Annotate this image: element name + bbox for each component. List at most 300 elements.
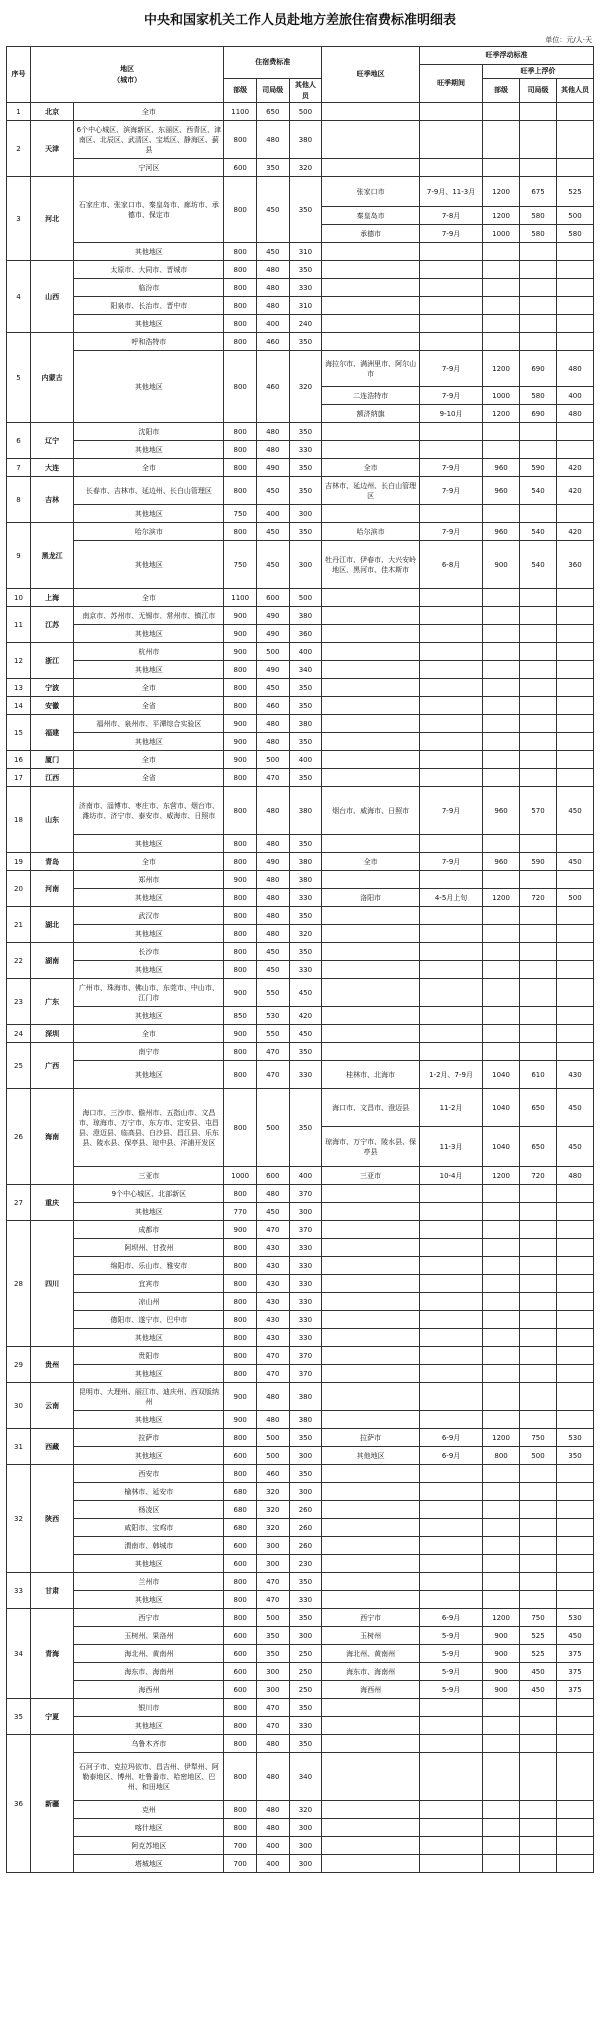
row-peak-empty <box>483 643 520 661</box>
row-peak-bureau-rate: 580 <box>520 207 557 225</box>
row-peak-empty <box>520 1185 557 1203</box>
row-dept-rate: 800 <box>224 661 257 679</box>
table-row <box>7 177 594 207</box>
row-dept-rate: 800 <box>224 1609 257 1627</box>
row-peak-empty <box>420 441 483 459</box>
row-other-rate: 350 <box>289 423 322 441</box>
row-peak-empty <box>322 607 420 625</box>
row-peak-empty <box>322 1007 420 1025</box>
row-bureau-rate: 300 <box>256 1555 289 1573</box>
row-other-rate: 350 <box>289 1609 322 1627</box>
row-dept-rate: 800 <box>224 697 257 715</box>
row-other-rate: 320 <box>289 159 322 177</box>
row-other-rate: 310 <box>289 297 322 315</box>
row-other-rate: 330 <box>289 279 322 297</box>
row-peak-period: 6-9月 <box>420 1609 483 1627</box>
row-peak-empty <box>556 835 593 853</box>
row-peak-empty <box>322 243 420 261</box>
row-area: 广州市、珠海市、佛山市、东莞市、中山市、江门市 <box>74 979 224 1007</box>
row-peak-empty <box>520 733 557 751</box>
row-area: 其他地区 <box>74 505 224 523</box>
row-other-rate: 350 <box>289 261 322 279</box>
table-row <box>7 505 594 523</box>
row-area: 塔城地区 <box>74 1855 224 1873</box>
row-bureau-rate: 480 <box>256 121 289 159</box>
row-peak-empty <box>556 1753 593 1801</box>
row-peak-bureau-rate: 720 <box>520 889 557 907</box>
row-peak-other-rate: 525 <box>556 177 593 207</box>
row-peak-empty <box>483 423 520 441</box>
row-seq: 26 <box>7 1089 31 1185</box>
row-peak-period: 5-9月 <box>420 1645 483 1663</box>
row-area: 长春市、吉林市、延边州、长白山管理区 <box>74 477 224 505</box>
table-row <box>7 1735 594 1753</box>
table-row <box>7 1257 594 1275</box>
row-area: 海北州、黄南州 <box>74 1645 224 1663</box>
row-peak-empty <box>520 423 557 441</box>
table-row <box>7 871 594 889</box>
row-seq: 15 <box>7 715 31 751</box>
row-peak-dept-rate: 1040 <box>483 1089 520 1127</box>
row-area: 其他地区 <box>74 1329 224 1347</box>
row-other-rate: 340 <box>289 661 322 679</box>
row-area: 海西州 <box>74 1681 224 1699</box>
row-peak-region: 张家口市 <box>322 177 420 207</box>
row-peak-empty <box>556 297 593 315</box>
row-peak-empty <box>520 607 557 625</box>
row-peak-empty <box>520 1329 557 1347</box>
row-peak-empty <box>322 1483 420 1501</box>
row-peak-bureau-rate: 540 <box>520 541 557 589</box>
row-seq: 13 <box>7 679 31 697</box>
row-area: 福州市、泉州市、平潭综合实验区 <box>74 715 224 733</box>
header-peak-bureau: 司局级 <box>520 79 557 103</box>
row-other-rate: 330 <box>289 1329 322 1347</box>
row-other-rate: 300 <box>289 1447 322 1465</box>
row-peak-region: 额济纳旗 <box>322 405 420 423</box>
row-peak-empty <box>420 943 483 961</box>
table-row <box>7 1329 594 1347</box>
row-peak-empty <box>420 1007 483 1025</box>
row-peak-other-rate: 450 <box>556 787 593 835</box>
row-peak-empty <box>420 1855 483 1873</box>
row-peak-empty <box>520 1025 557 1043</box>
row-peak-other-rate: 480 <box>556 351 593 387</box>
row-peak-dept-rate: 1200 <box>483 1167 520 1185</box>
row-dept-rate: 600 <box>224 159 257 177</box>
row-peak-empty <box>520 315 557 333</box>
table-row <box>7 159 594 177</box>
row-area: 阿坝州、甘孜州 <box>74 1239 224 1257</box>
row-peak-dept-rate: 960 <box>483 853 520 871</box>
row-peak-empty <box>322 1043 420 1061</box>
table-row <box>7 1411 594 1429</box>
row-province: 江苏 <box>30 607 73 643</box>
table-row <box>7 103 594 121</box>
row-peak-dept-rate: 1040 <box>483 1127 520 1167</box>
table-row <box>7 1447 594 1465</box>
table-row <box>7 441 594 459</box>
row-peak-empty <box>520 769 557 787</box>
row-peak-empty <box>556 1043 593 1061</box>
row-peak-empty <box>520 441 557 459</box>
table-row <box>7 1383 594 1411</box>
row-area: 贵阳市 <box>74 1347 224 1365</box>
row-peak-empty <box>420 159 483 177</box>
row-other-rate: 350 <box>289 1429 322 1447</box>
row-peak-period: 7-9月 <box>420 523 483 541</box>
row-area: 其他地区 <box>74 835 224 853</box>
table-row <box>7 121 594 159</box>
row-area: 长沙市 <box>74 943 224 961</box>
row-peak-other-rate: 530 <box>556 1609 593 1627</box>
row-peak-other-rate: 450 <box>556 1127 593 1167</box>
row-dept-rate: 900 <box>224 979 257 1007</box>
row-bureau-rate: 500 <box>256 1429 289 1447</box>
table-row <box>7 1043 594 1061</box>
row-peak-other-rate: 500 <box>556 889 593 907</box>
row-dept-rate: 600 <box>224 1537 257 1555</box>
table-row <box>7 261 594 279</box>
row-seq: 28 <box>7 1221 31 1347</box>
row-peak-empty <box>520 1411 557 1429</box>
row-peak-empty <box>420 1311 483 1329</box>
row-dept-rate: 800 <box>224 961 257 979</box>
row-peak-empty <box>520 279 557 297</box>
row-bureau-rate: 480 <box>256 835 289 853</box>
row-other-rate: 350 <box>289 943 322 961</box>
table-row <box>7 1681 594 1699</box>
row-peak-empty <box>420 715 483 733</box>
row-peak-empty <box>556 1519 593 1537</box>
row-area: 呼和浩特市 <box>74 333 224 351</box>
row-bureau-rate: 400 <box>256 1837 289 1855</box>
row-dept-rate: 800 <box>224 1699 257 1717</box>
table-row <box>7 925 594 943</box>
row-other-rate: 330 <box>289 1061 322 1089</box>
row-dept-rate: 900 <box>224 733 257 751</box>
row-peak-period: 7-9月 <box>420 351 483 387</box>
row-peak-empty <box>483 1837 520 1855</box>
row-dept-rate: 900 <box>224 607 257 625</box>
row-peak-empty <box>556 907 593 925</box>
row-bureau-rate: 450 <box>256 541 289 589</box>
row-area: 其他地区 <box>74 1061 224 1089</box>
row-other-rate: 350 <box>289 477 322 505</box>
row-dept-rate: 800 <box>224 459 257 477</box>
row-peak-empty <box>322 979 420 1007</box>
table-row <box>7 1555 594 1573</box>
row-peak-period: 7-9月 <box>420 853 483 871</box>
row-peak-region: 全市 <box>322 853 420 871</box>
row-bureau-rate: 480 <box>256 1735 289 1753</box>
row-area: 宜宾市 <box>74 1275 224 1293</box>
row-peak-empty <box>556 925 593 943</box>
row-peak-empty <box>483 907 520 925</box>
row-peak-empty <box>556 1555 593 1573</box>
row-peak-empty <box>520 1717 557 1735</box>
row-peak-other-rate: 420 <box>556 459 593 477</box>
row-other-rate: 380 <box>289 121 322 159</box>
row-peak-period: 5-9月 <box>420 1681 483 1699</box>
header-dept: 部级 <box>224 79 257 103</box>
row-peak-empty <box>483 1311 520 1329</box>
row-bureau-rate: 500 <box>256 1089 289 1167</box>
row-peak-empty <box>556 243 593 261</box>
row-peak-empty <box>483 1537 520 1555</box>
row-area: 哈尔滨市 <box>74 523 224 541</box>
row-bureau-rate: 500 <box>256 1609 289 1627</box>
row-peak-bureau-rate: 500 <box>520 1447 557 1465</box>
row-peak-empty <box>420 925 483 943</box>
row-dept-rate: 900 <box>224 643 257 661</box>
row-province: 甘肃 <box>30 1573 73 1609</box>
row-dept-rate: 600 <box>224 1627 257 1645</box>
row-bureau-rate: 480 <box>256 1801 289 1819</box>
table-row <box>7 1801 594 1819</box>
row-province: 西藏 <box>30 1429 73 1465</box>
row-peak-empty <box>483 1275 520 1293</box>
row-other-rate: 310 <box>289 243 322 261</box>
row-peak-empty <box>420 679 483 697</box>
row-dept-rate: 900 <box>224 871 257 889</box>
row-other-rate: 260 <box>289 1501 322 1519</box>
row-peak-period: 1-2月、7-9月 <box>420 1061 483 1089</box>
row-seq: 33 <box>7 1573 31 1609</box>
row-peak-dept-rate: 1200 <box>483 177 520 207</box>
row-area: 武汉市 <box>74 907 224 925</box>
row-dept-rate: 900 <box>224 625 257 643</box>
row-peak-empty <box>520 1483 557 1501</box>
row-peak-empty <box>322 279 420 297</box>
row-peak-region: 三亚市 <box>322 1167 420 1185</box>
row-peak-empty <box>483 1293 520 1311</box>
row-bureau-rate: 480 <box>256 1185 289 1203</box>
row-dept-rate: 800 <box>224 1819 257 1837</box>
row-bureau-rate: 480 <box>256 1819 289 1837</box>
row-peak-other-rate: 375 <box>556 1681 593 1699</box>
row-dept-rate: 800 <box>224 1043 257 1061</box>
row-peak-dept-rate: 1040 <box>483 1061 520 1089</box>
row-peak-empty <box>322 1537 420 1555</box>
row-bureau-rate: 480 <box>256 889 289 907</box>
table-row <box>7 333 594 351</box>
row-other-rate: 300 <box>289 541 322 589</box>
row-peak-empty <box>556 751 593 769</box>
row-bureau-rate: 480 <box>256 925 289 943</box>
row-province: 天津 <box>30 121 73 177</box>
row-other-rate: 450 <box>289 979 322 1007</box>
row-peak-empty <box>520 1537 557 1555</box>
row-peak-empty <box>520 1753 557 1801</box>
row-bureau-rate: 480 <box>256 279 289 297</box>
row-peak-region: 海口市、文昌市、澄迈县 <box>322 1089 420 1127</box>
row-peak-empty <box>322 733 420 751</box>
row-peak-empty <box>483 1483 520 1501</box>
row-peak-bureau-rate: 650 <box>520 1089 557 1127</box>
row-peak-empty <box>483 159 520 177</box>
row-province: 陕西 <box>30 1465 73 1573</box>
row-peak-empty <box>420 907 483 925</box>
row-peak-empty <box>322 1837 420 1855</box>
row-area: 全市 <box>74 751 224 769</box>
row-dept-rate: 800 <box>224 1801 257 1819</box>
row-area: 全市 <box>74 459 224 477</box>
row-dept-rate: 800 <box>224 121 257 159</box>
row-other-rate: 380 <box>289 871 322 889</box>
row-peak-empty <box>483 1221 520 1239</box>
row-peak-empty <box>322 505 420 523</box>
row-peak-empty <box>483 769 520 787</box>
row-peak-empty <box>420 261 483 279</box>
row-area: 昆明市、大理州、丽江市、迪庆州、西双版纳州 <box>74 1383 224 1411</box>
row-peak-empty <box>520 261 557 279</box>
row-area: 石家庄市、张家口市、秦皇岛市、廊坊市、承德市、保定市 <box>74 177 224 243</box>
row-area: 三亚市 <box>74 1167 224 1185</box>
row-peak-other-rate: 350 <box>556 1447 593 1465</box>
row-seq: 34 <box>7 1609 31 1699</box>
table-row <box>7 1025 594 1043</box>
row-area: 乌鲁木齐市 <box>74 1735 224 1753</box>
row-seq: 21 <box>7 907 31 943</box>
row-peak-other-rate: 580 <box>556 225 593 243</box>
row-other-rate: 400 <box>289 1167 322 1185</box>
table-row <box>7 1699 594 1717</box>
row-peak-empty <box>483 1043 520 1061</box>
row-peak-empty <box>556 1025 593 1043</box>
row-peak-period: 11-2月 <box>420 1089 483 1127</box>
row-other-rate: 240 <box>289 315 322 333</box>
row-peak-empty <box>520 925 557 943</box>
row-province: 安徽 <box>30 697 73 715</box>
row-peak-region: 烟台市、威海市、日照市 <box>322 787 420 835</box>
row-seq: 30 <box>7 1383 31 1429</box>
row-dept-rate: 600 <box>224 1447 257 1465</box>
row-peak-empty <box>322 589 420 607</box>
row-province: 海南 <box>30 1089 73 1185</box>
row-peak-empty <box>322 625 420 643</box>
row-area: 海东市、海南州 <box>74 1663 224 1681</box>
row-other-rate: 300 <box>289 1819 322 1837</box>
row-peak-empty <box>322 261 420 279</box>
row-dept-rate: 900 <box>224 751 257 769</box>
row-other-rate: 350 <box>289 333 322 351</box>
row-peak-empty <box>520 1275 557 1293</box>
row-peak-empty <box>420 961 483 979</box>
row-peak-period: 5-9月 <box>420 1627 483 1645</box>
row-peak-empty <box>556 943 593 961</box>
row-bureau-rate: 450 <box>256 243 289 261</box>
row-peak-empty <box>556 1537 593 1555</box>
header-peak-float: 旺季浮动标准 <box>420 47 594 65</box>
row-peak-empty <box>520 1801 557 1819</box>
row-area: 南京市、苏州市、无锡市、常州市、镇江市 <box>74 607 224 625</box>
table-row <box>7 1501 594 1519</box>
row-bureau-rate: 470 <box>256 1591 289 1609</box>
row-area: 阳泉市、长治市、晋中市 <box>74 297 224 315</box>
row-peak-empty <box>520 907 557 925</box>
row-peak-empty <box>556 643 593 661</box>
row-peak-empty <box>483 297 520 315</box>
row-other-rate: 400 <box>289 751 322 769</box>
row-province: 湖北 <box>30 907 73 943</box>
row-seq: 24 <box>7 1025 31 1043</box>
table-row <box>7 1239 594 1257</box>
row-seq: 10 <box>7 589 31 607</box>
row-seq: 14 <box>7 697 31 715</box>
row-peak-empty <box>520 1239 557 1257</box>
row-dept-rate: 800 <box>224 279 257 297</box>
row-bureau-rate: 490 <box>256 853 289 871</box>
row-peak-other-rate: 420 <box>556 477 593 505</box>
row-peak-empty <box>420 1043 483 1061</box>
row-bureau-rate: 480 <box>256 1753 289 1801</box>
row-peak-period: 7-9月 <box>420 477 483 505</box>
row-dept-rate: 800 <box>224 1429 257 1447</box>
row-peak-empty <box>556 1591 593 1609</box>
row-peak-empty <box>420 333 483 351</box>
row-peak-dept-rate: 1000 <box>483 387 520 405</box>
row-peak-empty <box>556 1717 593 1735</box>
row-peak-empty <box>420 1293 483 1311</box>
row-peak-bureau-rate: 525 <box>520 1627 557 1645</box>
row-other-rate: 330 <box>289 1257 322 1275</box>
document-title: 中央和国家机关工作人员赴地方差旅住宿费标准明细表 <box>143 13 456 28</box>
row-bureau-rate: 650 <box>256 103 289 121</box>
row-peak-empty <box>322 1203 420 1221</box>
row-peak-dept-rate: 900 <box>483 541 520 589</box>
row-dept-rate: 800 <box>224 523 257 541</box>
table-row <box>7 1573 594 1591</box>
table-row <box>7 423 594 441</box>
row-area: 临汾市 <box>74 279 224 297</box>
row-peak-bureau-rate: 580 <box>520 387 557 405</box>
row-province: 山东 <box>30 787 73 853</box>
row-peak-empty <box>322 1519 420 1537</box>
row-peak-region: 海东市、海南州 <box>322 1663 420 1681</box>
row-area: 银川市 <box>74 1699 224 1717</box>
row-peak-empty <box>556 1221 593 1239</box>
row-area: 其他地区 <box>74 1203 224 1221</box>
row-peak-empty <box>483 1519 520 1537</box>
row-peak-empty <box>322 769 420 787</box>
row-peak-empty <box>483 1257 520 1275</box>
row-area: 其他地区 <box>74 625 224 643</box>
row-other-rate: 320 <box>289 925 322 943</box>
row-peak-empty <box>483 1025 520 1043</box>
row-bureau-rate: 320 <box>256 1501 289 1519</box>
table-row <box>7 979 594 1007</box>
row-peak-region: 牡丹江市、伊春市、大兴安岭地区、黑河市、佳木斯市 <box>322 541 420 589</box>
row-area: 全市 <box>74 589 224 607</box>
table-row <box>7 351 594 387</box>
row-peak-bureau-rate: 675 <box>520 177 557 207</box>
row-peak-empty <box>420 871 483 889</box>
row-peak-empty <box>520 1043 557 1061</box>
row-area: 德阳市、遂宁市、巴中市 <box>74 1311 224 1329</box>
row-province: 山西 <box>30 261 73 333</box>
row-peak-empty <box>556 1293 593 1311</box>
row-peak-empty <box>556 1383 593 1411</box>
row-peak-empty <box>322 1819 420 1837</box>
row-bureau-rate: 300 <box>256 1681 289 1699</box>
table-row <box>7 1819 594 1837</box>
row-peak-period: 7-8月 <box>420 207 483 225</box>
row-peak-empty <box>520 961 557 979</box>
row-province: 内蒙古 <box>30 333 73 423</box>
row-dept-rate: 700 <box>224 1855 257 1873</box>
row-peak-empty <box>322 1411 420 1429</box>
